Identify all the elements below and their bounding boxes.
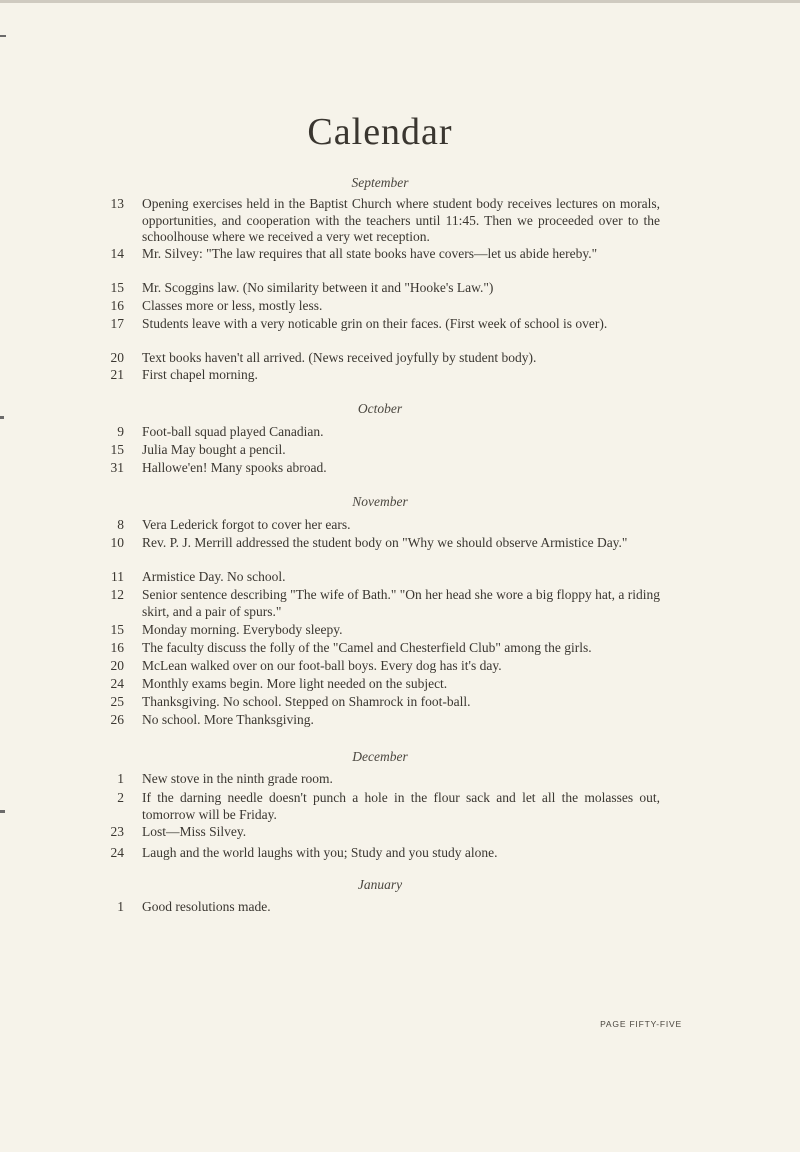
entry-day: 20 (110, 350, 124, 365)
entry-text: Opening exercises held in the Baptist Church where student body receives lectures on morals, opportunities, and cooperation with the teachers until 11:45. Then we proceeded over to the schoolhouse where we received a very wet reception. (142, 196, 660, 244)
entry-text: Classes more or less, mostly less. (142, 298, 323, 313)
calendar-entry (100, 535, 660, 552)
calendar-entry (100, 460, 660, 477)
calendar-entry (100, 367, 660, 384)
scan-mark (0, 416, 4, 419)
scan-mark (0, 810, 5, 813)
entry-text: No school. More Thanksgiving. (142, 712, 314, 727)
entry-text: McLean walked over on our foot-ball boys. Every dog has it's day. (142, 658, 502, 673)
entry-day: 1 (117, 899, 124, 914)
entry-text: Laugh and the world laughs with you; Study and you study alone. (142, 845, 498, 860)
entry-text: Vera Lederick forgot to cover her ears. (142, 517, 351, 532)
calendar-entry (100, 424, 660, 441)
entry-text: Good resolutions made. (142, 899, 271, 914)
calendar-entry (100, 694, 660, 711)
top-edge-rule (0, 0, 800, 3)
month-heading-november: November (352, 494, 408, 509)
entry-day: 31 (110, 460, 124, 475)
entry-text: Hallowe'en! Many spooks abroad. (142, 460, 327, 475)
calendar-entry (100, 442, 660, 459)
calendar-entry (100, 640, 660, 657)
entry-day: 15 (110, 622, 124, 637)
calendar-entry (100, 771, 660, 788)
calendar-entry (100, 676, 660, 693)
entry-text: The faculty discuss the folly of the "Camel and Chesterfield Club" among the girls. (142, 640, 592, 655)
calendar-entry (100, 658, 660, 675)
entry-day: 20 (110, 658, 124, 673)
calendar-entry (100, 569, 660, 586)
entry-text: Monthly exams begin. More light needed on the subject. (142, 676, 448, 691)
entry-day: 26 (110, 712, 124, 727)
entry-day: 15 (110, 442, 124, 457)
calendar-entry (100, 246, 660, 263)
entry-day: 12 (110, 587, 124, 602)
entry-day: 25 (110, 694, 124, 709)
calendar-entry (100, 790, 660, 823)
entry-day: 23 (110, 824, 124, 839)
entry-day: 13 (110, 196, 124, 211)
entry-text: Text books haven't all arrived. (News received joyfully by student body). (142, 350, 537, 365)
calendar-entry (100, 517, 660, 534)
entry-day: 21 (110, 367, 124, 382)
month-heading-september: September (351, 175, 409, 190)
entry-day: 14 (110, 246, 124, 261)
calendar-entry (100, 899, 660, 916)
calendar-entry (100, 350, 660, 367)
page-number-footer: PAGE FIFTY-FIVE (600, 1019, 682, 1029)
page-title: Calendar (307, 111, 453, 153)
calendar-entry (100, 824, 660, 841)
month-heading-january: January (357, 877, 403, 892)
calendar-entry (100, 622, 660, 639)
entry-day: 16 (110, 298, 124, 313)
entry-text: Monday morning. Everybody sleepy. (142, 622, 343, 637)
entry-text: If the darning needle doesn't punch a hole in the flour sack and let all the molasses out, tomorrow will be Friday. (142, 790, 660, 822)
scan-mark (0, 35, 6, 37)
entry-text: Julia May bought a pencil. (142, 442, 286, 457)
entry-text: Armistice Day. No school. (142, 569, 286, 584)
entry-day: 10 (110, 535, 124, 550)
entry-text: Mr. Silvey: "The law requires that all state books have covers—let us abide hereby." (142, 246, 598, 261)
calendar-entry (100, 280, 660, 297)
entry-text: Lost—Miss Silvey. (142, 824, 247, 839)
entry-day: 15 (110, 280, 124, 295)
calendar-entry (100, 316, 660, 333)
calendar-entry (100, 712, 660, 729)
entry-day: 11 (111, 569, 124, 584)
calendar-entry (100, 196, 660, 246)
calendar-entry (100, 587, 660, 620)
entry-day: 24 (110, 676, 124, 691)
calendar-entry (100, 298, 660, 315)
month-heading-december: December (352, 749, 408, 764)
entry-day: 16 (110, 640, 124, 655)
entry-text: Mr. Scoggins law. (No similarity between it and "Hooke's Law.") (142, 280, 494, 295)
entry-text: Thanksgiving. No school. Stepped on Shamrock in foot-ball. (142, 694, 471, 709)
entry-text: Students leave with a very noticable grin on their faces. (First week of school is over). (142, 316, 608, 331)
entry-day: 9 (117, 424, 124, 439)
calendar-entry (100, 845, 660, 862)
entry-text: Foot-ball squad played Canadian. (142, 424, 324, 439)
entry-day: 1 (117, 771, 124, 786)
entry-day: 17 (110, 316, 124, 331)
entry-text: New stove in the ninth grade room. (142, 771, 333, 786)
entry-day: 8 (117, 517, 124, 532)
entry-text: Rev. P. J. Merrill addressed the student body on "Why we should observe Armistice Day." (142, 535, 628, 550)
entry-text: First chapel morning. (142, 367, 258, 382)
month-heading-october: October (357, 401, 403, 416)
entry-day: 24 (110, 845, 124, 860)
entry-day: 2 (117, 790, 124, 805)
entry-text: Senior sentence describing "The wife of Bath." "On her head she wore a big floppy hat, a riding skirt, and a pair of spurs." (142, 587, 660, 619)
